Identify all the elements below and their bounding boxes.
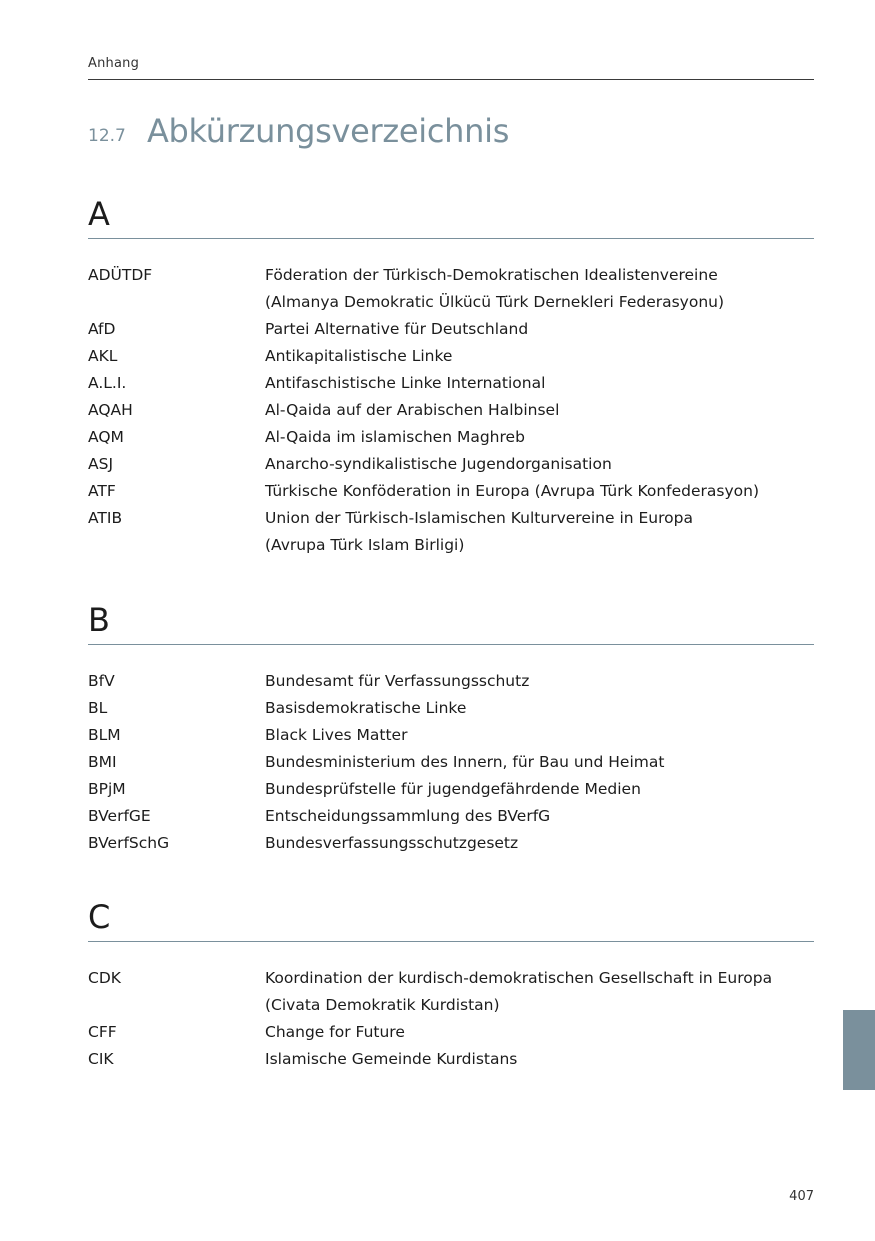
entry-list bbox=[88, 965, 814, 1073]
definition bbox=[265, 722, 814, 749]
definition-line: Black Lives Matter bbox=[265, 726, 408, 744]
abbreviation: BVerfGE bbox=[88, 807, 151, 825]
abbreviation: BMI bbox=[88, 753, 117, 771]
definition bbox=[265, 749, 814, 776]
definition-line: Bundesprüfstelle für jugendgefährdende Medien bbox=[265, 780, 641, 798]
glossary-entry bbox=[88, 343, 814, 370]
definition bbox=[265, 668, 814, 695]
definition bbox=[265, 424, 814, 451]
definition bbox=[265, 478, 814, 505]
definition-line: (Almanya Demokratic Ülkücü Türk Dernekleri Federasyonu) bbox=[265, 293, 725, 311]
definition bbox=[265, 1019, 814, 1046]
glossary-entry bbox=[88, 1019, 814, 1046]
abbreviation: BPjM bbox=[88, 780, 126, 798]
definition bbox=[265, 965, 814, 1019]
abbreviation: A.L.I. bbox=[88, 374, 127, 392]
definition bbox=[265, 830, 814, 857]
section-letter: C bbox=[88, 898, 111, 936]
entry-list bbox=[88, 668, 814, 857]
chapter-number: 12.7 bbox=[88, 126, 126, 146]
section-letter: A bbox=[88, 195, 110, 233]
glossary-entry bbox=[88, 1046, 814, 1073]
definition-line: Basisdemokratische Linke bbox=[265, 699, 467, 717]
definition-line: Islamische Gemeinde Kurdistans bbox=[265, 1050, 518, 1068]
definition bbox=[265, 370, 814, 397]
abbreviation: AKL bbox=[88, 347, 118, 365]
section-rule bbox=[88, 238, 814, 239]
definition-line: Partei Alternative für Deutschland bbox=[265, 320, 529, 338]
section-rule bbox=[88, 644, 814, 645]
glossary-entry bbox=[88, 830, 814, 857]
abbreviation: BL bbox=[88, 699, 108, 717]
section-b bbox=[88, 600, 814, 857]
glossary-entry bbox=[88, 965, 814, 1019]
definition-line: Change for Future bbox=[265, 1023, 405, 1041]
definition-line: Anarcho-syndikalistische Jugendorganisation bbox=[265, 455, 612, 473]
section-letter: B bbox=[88, 601, 110, 639]
running-head: Anhang bbox=[88, 56, 140, 71]
definition bbox=[265, 343, 814, 370]
definition bbox=[265, 695, 814, 722]
section-c bbox=[88, 897, 814, 1073]
abbreviation: AQM bbox=[88, 428, 124, 446]
abbreviation: BLM bbox=[88, 726, 121, 744]
definition-line: Koordination der kurdisch-demokratischen Gesellschaft in Europa bbox=[265, 969, 773, 987]
abbreviation: CFF bbox=[88, 1023, 117, 1041]
definition-line: (Avrupa Türk Islam Birligi) bbox=[265, 536, 465, 554]
abbreviation: ADÜTDF bbox=[88, 266, 153, 284]
glossary-entry bbox=[88, 803, 814, 830]
glossary-entry bbox=[88, 668, 814, 695]
abbreviation: ATIB bbox=[88, 509, 123, 527]
definition-line: Antifaschistische Linke International bbox=[265, 374, 546, 392]
definition-line: Union der Türkisch-Islamischen Kulturvereine in Europa bbox=[265, 509, 693, 527]
header-rule bbox=[88, 79, 814, 80]
glossary-entry bbox=[88, 478, 814, 505]
glossary-entry bbox=[88, 451, 814, 478]
glossary-entry bbox=[88, 262, 814, 316]
definition-line: (Civata Demokratik Kurdistan) bbox=[265, 996, 500, 1014]
definition-line: Föderation der Türkisch-Demokratischen Idealistenvereine bbox=[265, 266, 718, 284]
section-a bbox=[88, 194, 814, 559]
abbreviation: AfD bbox=[88, 320, 116, 338]
abbreviation: CDK bbox=[88, 969, 121, 987]
definition bbox=[265, 505, 814, 559]
definition bbox=[265, 1046, 814, 1073]
glossary-entry bbox=[88, 316, 814, 343]
page-number: 407 bbox=[789, 1189, 814, 1204]
chapter-heading bbox=[88, 112, 509, 150]
definition bbox=[265, 397, 814, 424]
definition-line: Bundesamt für Verfassungsschutz bbox=[265, 672, 530, 690]
glossary-entry bbox=[88, 397, 814, 424]
definition-line: Al-Qaida im islamischen Maghreb bbox=[265, 428, 525, 446]
glossary-entry bbox=[88, 776, 814, 803]
definition bbox=[265, 262, 814, 316]
abbreviation: BVerfSchG bbox=[88, 834, 170, 852]
abbreviation: AQAH bbox=[88, 401, 133, 419]
entry-list bbox=[88, 262, 814, 559]
definition bbox=[265, 803, 814, 830]
definition bbox=[265, 316, 814, 343]
section-rule bbox=[88, 941, 814, 942]
glossary-entry bbox=[88, 370, 814, 397]
glossary-entry bbox=[88, 722, 814, 749]
abbreviation: BfV bbox=[88, 672, 115, 690]
definition-line: Bundesverfassungsschutzgesetz bbox=[265, 834, 519, 852]
glossary-entry bbox=[88, 695, 814, 722]
glossary-entry bbox=[88, 424, 814, 451]
definition-line: Türkische Konföderation in Europa (Avrupa Türk Konfederasyon) bbox=[265, 482, 760, 500]
definition-line: Antikapitalistische Linke bbox=[265, 347, 453, 365]
glossary-entry bbox=[88, 505, 814, 559]
definition-line: Al-Qaida auf der Arabischen Halbinsel bbox=[265, 401, 560, 419]
chapter-title: Abkürzungsverzeichnis bbox=[146, 112, 510, 150]
definition bbox=[265, 776, 814, 803]
glossary-entry bbox=[88, 749, 814, 776]
abbreviation: CIK bbox=[88, 1050, 114, 1068]
abbreviation: ATF bbox=[88, 482, 116, 500]
abbreviation: ASJ bbox=[88, 455, 114, 473]
definition-line: Entscheidungssammlung des BVerfG bbox=[265, 807, 551, 825]
definition-line: Bundesministerium des Innern, für Bau und Heimat bbox=[265, 753, 665, 771]
chapter-thumb-tab bbox=[843, 1010, 875, 1090]
definition bbox=[265, 451, 814, 478]
